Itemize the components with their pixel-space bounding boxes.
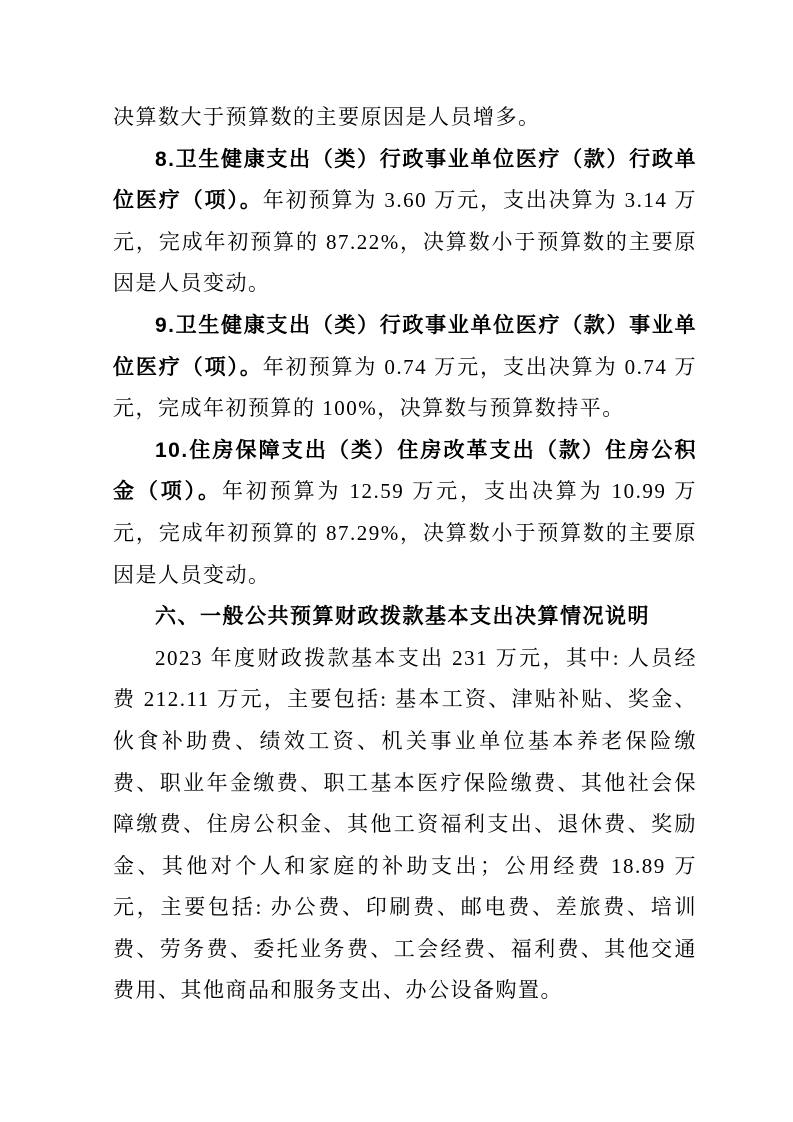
- text-run: 决算数大于预算数的主要原因是人员增多。: [113, 105, 541, 129]
- paragraph: [113, 97, 697, 139]
- section-heading: [113, 596, 697, 638]
- text-run: 2023 年度财政拨款基本支出 231 万元，其中: 人员经费 212.11 万元，主要包括: 基本工资、津贴补贴、奖金、伙食补助费、绩效工资、机关事业单位基本养老保险缴费、职业年金缴费、职工基本医疗保险缴费、其他社会保障缴费、住房公积金、其他工资福利支出、退休费、奖励金、其他对个人和家庭的补助支出；公用经费 18.89 万元，主要包括: 办公费、印刷费、邮电费、差旅费、培训费、劳务费、委托业务费、工会经费、福利费、其他交通费用、其他商品和服务支出、办公设备购置。: [113, 645, 697, 1003]
- bold-text-run: 10.住房保障支出（类）住房改革支出（款）住房公积金（项）。: [113, 438, 697, 504]
- paragraph: [113, 139, 697, 305]
- paragraph: [113, 305, 697, 430]
- paragraph: [113, 638, 697, 1012]
- text-run: 年初预算为 3.60 万元，支出决算为 3.14 万元，完成年初预算的 87.22%，决算数小于预算数的主要原因是人员变动。: [113, 188, 698, 296]
- paragraph: [113, 430, 697, 596]
- text-run: 年初预算为 12.59 万元，支出决算为 10.99 万元，完成年初预算的 87.29%，决算数小于预算数的主要原因是人员变动。: [113, 479, 698, 587]
- bold-text-run: 9.卫生健康支出（类）行政事业单位医疗（款）事业单位医疗（项）。: [113, 313, 697, 379]
- document-body: [113, 97, 697, 1012]
- bold-text-run: 8.卫生健康支出（类）行政事业单位医疗（款）行政单位医疗（项）。: [113, 147, 697, 213]
- text-run: 年初预算为 0.74 万元，支出决算为 0.74 万元，完成年初预算的 100%，决算数与预算数持平。: [113, 354, 698, 421]
- bold-text-run: 六、一般公共预算财政拨款基本支出决算情况说明: [155, 605, 650, 629]
